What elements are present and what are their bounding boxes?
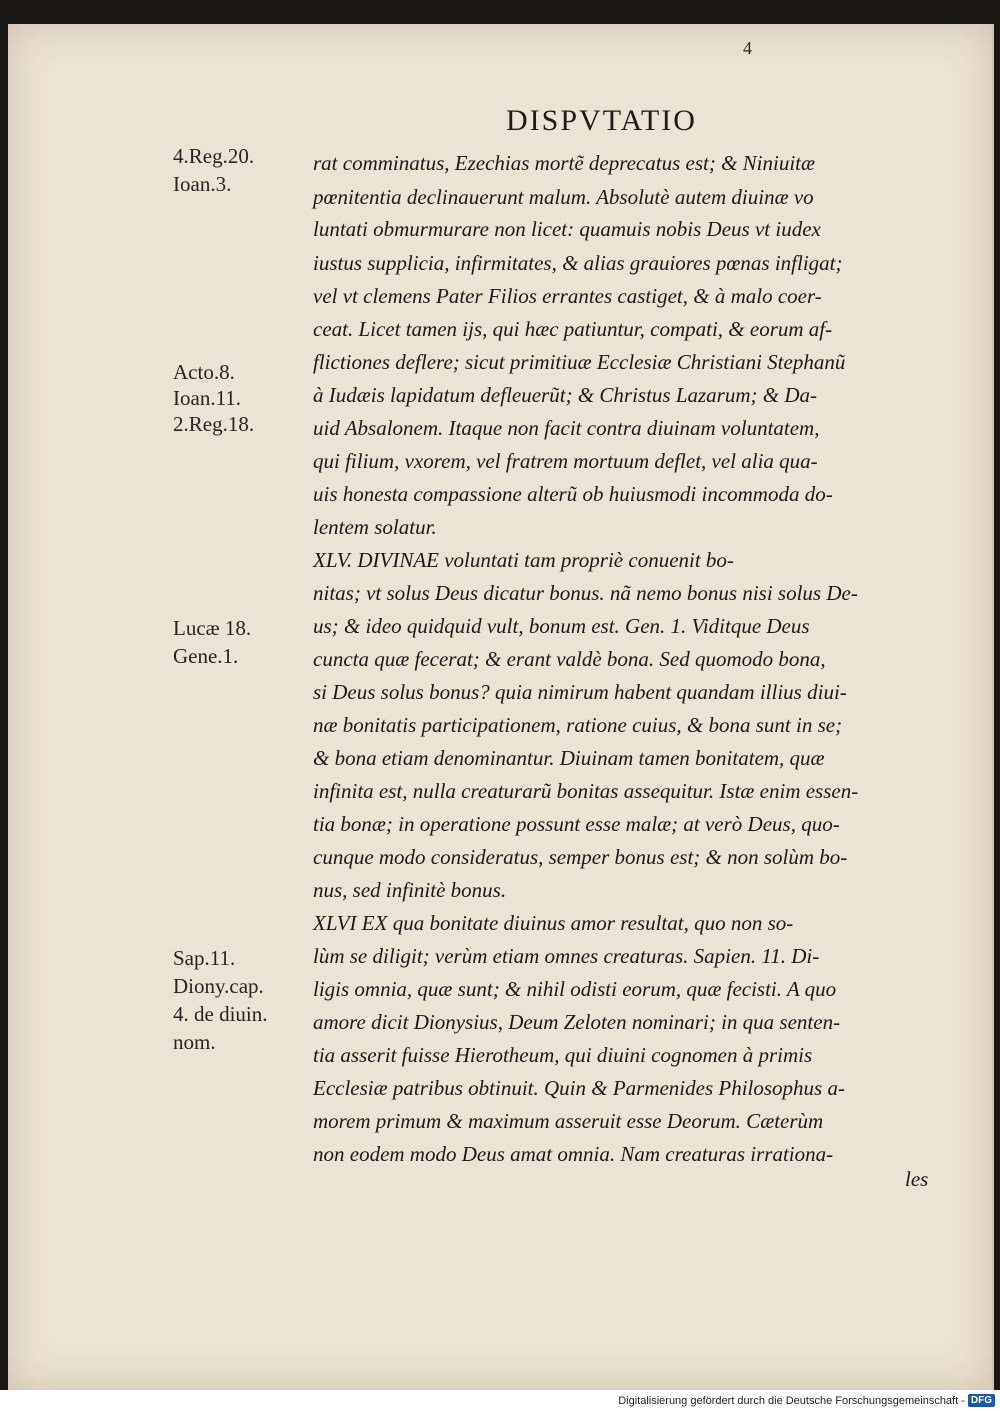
text-line: næ bonitatis participationem, ratione cuius, & bona sunt in se;	[313, 713, 843, 737]
margin-note: Ioan.3.	[173, 172, 232, 196]
text-line: qui filium, vxorem, vel fratrem mortuum deflet, vel alia qua-	[313, 449, 818, 473]
text-line: ligis omnia, quæ sunt; & nihil odisti eorum, quæ fecisti. A quo	[313, 977, 837, 1001]
text-line: vel vt clemens Pater Filios errantes castiget, & à malo coer-	[313, 284, 822, 308]
running-head: DISPVTATIO	[506, 104, 697, 137]
text-line: nitas; vt solus Deus dicatur bonus. nã nemo bonus nisi solus De-	[313, 581, 858, 605]
text-line: si Deus solus bonus? quia nimirum habent quandam illius diui-	[313, 680, 847, 704]
text-line: uis honesta compassione alterũ ob huiusmodi incommoda do-	[313, 482, 833, 506]
margin-note: 4.Reg.20.	[173, 144, 255, 168]
text-line: nus, sed infinitè bonus.	[313, 878, 507, 902]
text-line: ceat. Licet tamen ijs, qui hæc patiuntur, compati, & eorum af-	[313, 317, 833, 341]
folio-mark: 4	[743, 38, 752, 58]
text-line: amore dicit Dionysius, Deum Zeloten nominari; in qua senten-	[313, 1010, 841, 1034]
margin-note: Lucæ 18.	[173, 616, 252, 640]
text-line: luntati obmurmurare non licet: quamuis nobis Deus vt iudex	[313, 217, 821, 241]
digitization-footer	[0, 1390, 1000, 1411]
text-line: & bona etiam denominantur. Diuinam tamen bonitatem, quæ	[313, 746, 825, 770]
text-line: infinita est, nulla creaturarũ bonitas assequitur. Istæ enim essen-	[313, 779, 859, 803]
margin-note: Ioan.11.	[173, 386, 242, 410]
section-heading-line: XLV. DIVINAE voluntati tam propriè conuenit bo-	[313, 548, 734, 572]
text-line: morem primum & maximum asseruit esse Deorum. Cæterùm	[313, 1109, 824, 1133]
text-line: us; & ideo quidquid vult, bonum est. Gen. 1. Viditque Deus	[313, 614, 810, 638]
text-line: uid Absalonem. Itaque non facit contra diuinam voluntatem,	[313, 416, 820, 440]
margin-note: Gene.1.	[173, 644, 239, 668]
funding-credit: Digitalisierung gefördert durch die Deutsche Forschungsgemeinschaft -	[618, 1394, 965, 1407]
book-page	[8, 24, 994, 1390]
text-line: cunque modo consideratus, semper bonus est; & non solùm bo-	[313, 845, 848, 869]
catchword: les	[905, 1167, 929, 1191]
margin-note: Diony.cap.	[173, 974, 264, 998]
margin-note: Sap.11.	[173, 946, 236, 970]
margin-note: nom.	[173, 1030, 216, 1054]
margin-note: Acto.8.	[173, 360, 235, 384]
section-heading-line: XLVI EX qua bonitate diuinus amor resultat, quo non so-	[313, 911, 794, 935]
text-line: lùm se diligit; verùm etiam omnes creaturas. Sapien. 11. Di-	[313, 944, 820, 968]
text-line: Ecclesiæ patribus obtinuit. Quin & Parmenides Philosophus a-	[313, 1076, 845, 1100]
dfg-logo-icon: DFG	[968, 1394, 995, 1407]
text-line: pœnitentia declinauerunt malum. Absolutè autem diuinæ vo	[313, 185, 814, 209]
text-line: rat comminatus, Ezechias mortẽ deprecatus est; & Niniuitæ	[313, 151, 816, 175]
margin-note: 2.Reg.18.	[173, 412, 255, 436]
text-line: à Iudæis lapidatum defleuerũt; & Christus Lazarum; & Da-	[313, 383, 818, 407]
margin-note: 4. de diuin.	[173, 1002, 268, 1026]
text-line: tia bonæ; in operatione possunt esse malæ; at verò Deus, quo-	[313, 812, 840, 836]
text-line: non eodem modo Deus amat omnia. Nam creaturas irrationa-	[313, 1142, 834, 1166]
text-line: tia asserit fuisse Hierotheum, qui diuini cognomen à primis	[313, 1043, 813, 1067]
text-line: cuncta quæ fecerat; & erant valdè bona. Sed quomodo bona,	[313, 647, 826, 671]
text-line: lentem solatur.	[313, 515, 437, 539]
text-line: flictiones deflere; sicut primitiuæ Ecclesiæ Christiani Stephanũ	[313, 350, 846, 374]
text-line: iustus supplicia, infirmitates, & alias grauiores pœnas infligat;	[313, 251, 843, 275]
